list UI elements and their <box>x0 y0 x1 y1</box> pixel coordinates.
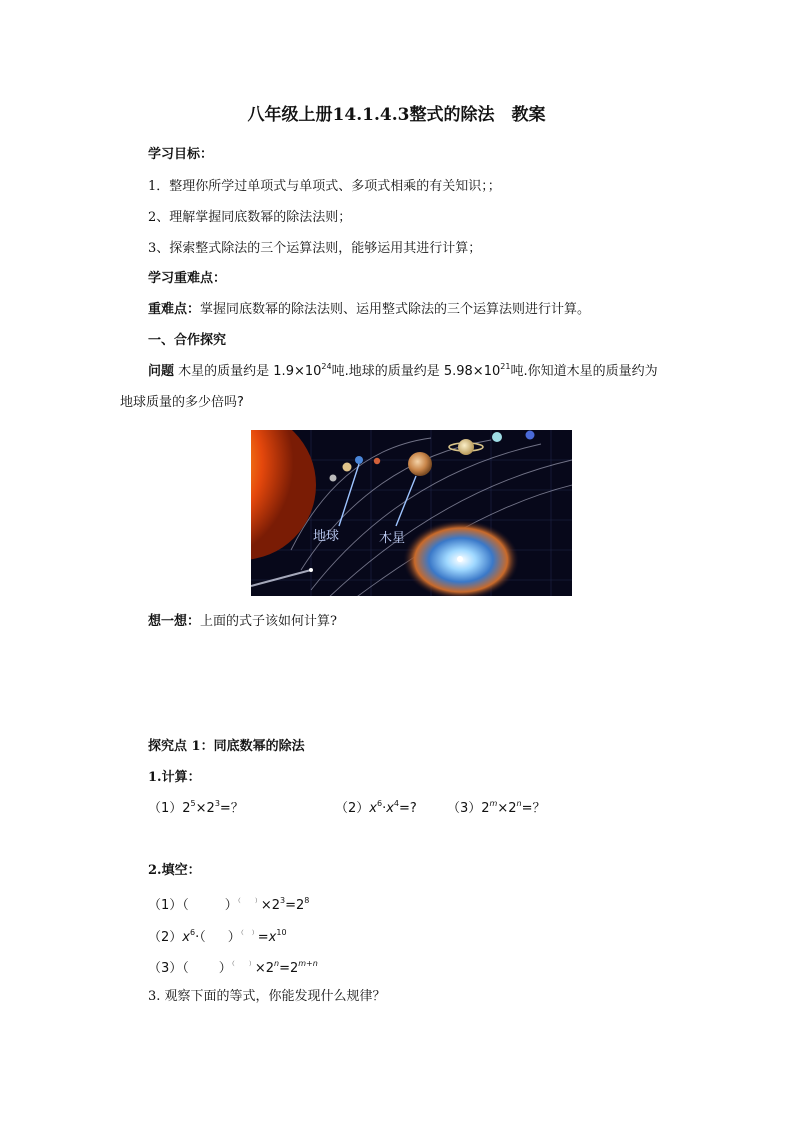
neptune <box>526 431 535 440</box>
fill-r2-pre: （2） <box>148 930 183 945</box>
calc-p3-base: （3）2 <box>447 801 490 816</box>
fill-r1-paren: ） <box>224 898 238 913</box>
solar-system-image <box>251 430 572 596</box>
fill-r2-paren: ） <box>227 930 241 945</box>
fill-r3-mark-close: ） <box>248 961 255 968</box>
question-line-1 <box>148 363 658 381</box>
fill-r1-exp1: 3 <box>280 896 286 905</box>
fill-r2-dot: ·（ <box>195 930 206 945</box>
earth <box>355 456 363 464</box>
calc-p2-post: =? <box>399 801 417 816</box>
fill-r3-paren: ） <box>218 961 232 976</box>
calc-p3-mid: ×2 <box>497 801 517 816</box>
calc-p2-var2: x <box>386 801 394 816</box>
fill-row-1 <box>148 893 309 915</box>
calc-p3-post: =？ <box>521 801 546 816</box>
fill-r1-pre: （1）（ <box>148 898 189 913</box>
keypoints-label: 重难点： <box>148 302 201 317</box>
observe-line: 3. 观察下面的等式，你能发现什么规律？ <box>148 989 386 1004</box>
calc-p2-var1: x <box>369 801 377 816</box>
fill-r3-exp1: n <box>274 959 280 968</box>
label-earth: 地球 <box>313 529 340 544</box>
fill-row-3 <box>148 956 318 978</box>
calc-p2-dot: · <box>382 801 387 816</box>
calc-problem-3 <box>447 800 546 818</box>
page-title: 八年级上册14.1.4.3整式的除法 教案 <box>247 105 546 125</box>
calc-p1-base: （1）2 <box>148 801 191 816</box>
explore1-heading: 探究点 1：同底数幂的除法 <box>148 739 305 754</box>
saturn <box>458 439 474 455</box>
goal-item-3: 3、探索整式除法的三个运算法则，能够运用其进行计算； <box>148 241 482 256</box>
fill-r2-eq: = <box>257 930 269 945</box>
fill-r3-eq: =2 <box>279 961 299 976</box>
mercury <box>330 475 337 482</box>
mars <box>374 458 380 464</box>
think-line <box>148 613 337 631</box>
fill-r3-mark-open: （ <box>231 961 235 968</box>
fill-heading: 2.填空： <box>148 863 201 878</box>
calc-heading: 1.计算： <box>148 770 201 785</box>
question-part-c: 吨.你知道木星的质量约为 <box>510 364 658 379</box>
fill-r2-var: x <box>182 930 190 945</box>
question-part-b: 吨.地球的质量约是 5.98×10 <box>331 364 501 379</box>
fill-r2-var2: x <box>268 930 277 945</box>
calc-p3-exp1: m <box>489 799 498 808</box>
fill-r3-mid: ×2 <box>254 961 274 976</box>
goal-item-1: 1．整理你所学过单项式与单项式、多项式相乘的有关知识；； <box>148 179 501 194</box>
fill-r2-mark-open: （ <box>240 930 244 937</box>
fill-r3-exp2: m+n <box>298 959 318 968</box>
calc-p3-exp2: n <box>516 799 522 808</box>
keypoints-text: 掌握同底数幂的除法法则、运用整式除法的三个运算法则进行计算。 <box>200 302 591 317</box>
calc-problem-1 <box>148 800 244 818</box>
label-jupiter: 木星 <box>379 531 406 546</box>
goals-heading: 学习目标： <box>148 147 214 162</box>
fill-r2-exp2: 10 <box>276 928 287 937</box>
think-text: 上面的式子该如何计算? <box>200 614 337 629</box>
fill-r2-exp1: 6 <box>189 928 196 937</box>
jupiter <box>408 452 432 476</box>
think-label: 想一想： <box>148 614 201 629</box>
fill-r1-mark-close: ） <box>254 898 261 905</box>
fill-r3-pre: （3）（ <box>148 961 189 976</box>
goal-item-2: 2、理解掌握同底数幂的除法法则； <box>148 210 352 225</box>
uranus <box>492 432 502 442</box>
calc-p1-mid: ×2 <box>195 801 215 816</box>
calc-p1-post: =？ <box>219 801 244 816</box>
comet <box>309 568 313 572</box>
question-part-a: 木星的质量约是 1.9×10 <box>178 364 322 379</box>
calc-p2-exp1: 6 <box>376 799 383 808</box>
fill-r1-mid: ×2 <box>260 898 280 913</box>
venus <box>343 463 352 472</box>
section1-heading: 一、合作探究 <box>148 333 227 348</box>
fill-r1-exp2: 8 <box>304 896 310 905</box>
calc-p1-exp2: 3 <box>214 799 220 808</box>
fill-r1-eq: =2 <box>285 898 305 913</box>
question-label: 问题 <box>148 364 175 379</box>
fill-r1-mark-open: （ <box>237 898 241 905</box>
question-exp-1: 24 <box>321 362 332 371</box>
calc-p1-exp1: 5 <box>190 799 196 808</box>
calc-p2-exp2: 4 <box>393 799 400 808</box>
question-exp-2: 21 <box>500 362 511 371</box>
keypoints-heading: 学习重难点： <box>148 271 227 286</box>
fill-r2-mark-close: ） <box>251 930 258 937</box>
calc-problem-2 <box>335 800 417 818</box>
keypoints-line <box>148 301 590 319</box>
question-line-2: 地球质量的多少倍吗? <box>120 395 244 410</box>
fill-row-2 <box>148 925 287 947</box>
calc-p2-num: （2） <box>335 801 370 816</box>
